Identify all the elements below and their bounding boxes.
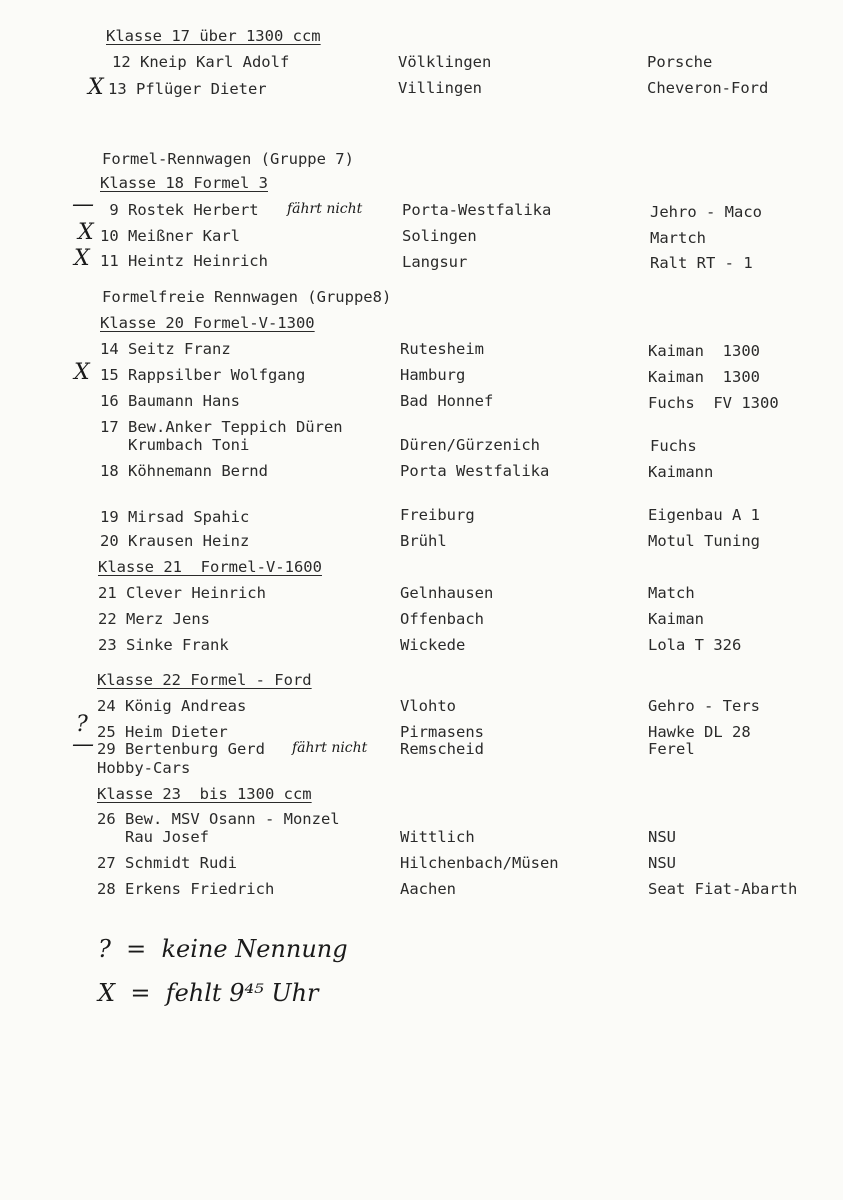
entry-10-city: Solingen: [402, 227, 477, 245]
class-17-heading: Klasse 17 über 1300 ccm: [106, 27, 321, 45]
entry-27-car: NSU: [648, 854, 676, 872]
entry-15-car: Kaiman 1300: [648, 368, 760, 386]
entry-16-name: 16 Baumann Hans: [100, 392, 240, 410]
entry-26-name-line2: Rau Josef: [97, 828, 209, 846]
entry-25-car: Hawke DL 28: [648, 723, 751, 741]
entry-28-city: Aachen: [400, 880, 456, 898]
entry-19-name: 19 Mirsad Spahic: [100, 508, 250, 526]
entry-11-name: 11 Heintz Heinrich: [100, 252, 268, 270]
handwritten-dash-mark: —: [72, 192, 94, 217]
entry-24-name: 24 König Andreas: [97, 697, 247, 715]
handwritten-x-mark: X: [88, 75, 104, 100]
entry-16-car: Fuchs FV 1300: [648, 394, 779, 412]
entry-17-car: Fuchs: [650, 437, 697, 455]
entry-20-car: Motul Tuning: [648, 532, 760, 550]
entry-13-city: Villingen: [398, 79, 482, 97]
group-7-heading: Formel-Rennwagen (Gruppe 7): [102, 150, 354, 168]
hobby-cars-heading: Hobby-Cars: [97, 759, 191, 777]
group-8-heading: Formelfreie Rennwagen (Gruppe8): [102, 288, 392, 306]
entry-15-name: 15 Rappsilber Wolfgang: [100, 366, 306, 384]
entry-28-car: Seat Fiat-Abarth: [648, 880, 798, 898]
entry-18-car: Kaimann: [648, 463, 714, 481]
entry-21-city: Gelnhausen: [400, 584, 494, 602]
entry-21-name: 21 Clever Heinrich: [98, 584, 266, 602]
entry-17-name-line2: Krumbach Toni: [100, 436, 250, 454]
handwritten-dash-mark: —: [72, 732, 94, 757]
entry-17-city: Düren/Gürzenich: [400, 436, 540, 454]
handwritten-question-mark: ?: [76, 712, 88, 737]
entry-23-city: Wickede: [400, 636, 466, 654]
entry-25-name: 25 Heim Dieter: [97, 723, 228, 741]
entry-29-city: Remscheid: [400, 740, 484, 758]
handwritten-x-mark: X: [78, 220, 94, 245]
entry-13-name: 13 Pflüger Dieter: [108, 80, 267, 98]
entry-22-city: Offenbach: [400, 610, 484, 628]
entry-17-name: 17 Bew.Anker Teppich Düren: [100, 418, 343, 436]
entry-12-city: Völklingen: [398, 53, 492, 71]
entry-24-city: Vlohto: [400, 697, 456, 715]
entry-18-name: 18 Köhnemann Bernd: [100, 462, 268, 480]
entry-23-car: Lola T 326: [648, 636, 742, 654]
entry-23-name: 23 Sinke Frank: [98, 636, 229, 654]
handwritten-legend-question: ? = keine Nennung: [98, 935, 348, 963]
entry-21-car: Match: [648, 584, 695, 602]
entry-16-city: Bad Honnef: [400, 392, 494, 410]
entry-9-name: 9 Rostek Herbert: [100, 201, 259, 219]
class-22-heading: Klasse 22 Formel - Ford: [97, 671, 312, 689]
entry-28-name: 28 Erkens Friedrich: [97, 880, 275, 898]
entry-26-car: NSU: [648, 828, 676, 846]
entry-18-city: Porta Westfalika: [400, 462, 550, 480]
entry-22-car: Kaiman: [648, 610, 704, 628]
handwritten-x-mark: X: [74, 246, 90, 271]
entry-13-car: Cheveron-Ford: [647, 79, 769, 97]
class-20-heading: Klasse 20 Formel-V-1300: [100, 314, 315, 332]
entry-20-city: Brühl: [400, 532, 447, 550]
entry-27-city: Hilchenbach/Müsen: [400, 854, 559, 872]
entry-26-name: 26 Bew. MSV Osann - Monzel: [97, 810, 340, 828]
entry-12-car: Porsche: [647, 53, 713, 71]
entry-19-city: Freiburg: [400, 506, 475, 524]
entry-25-city: Pirmasens: [400, 723, 484, 741]
entry-10-car: Martch: [650, 229, 706, 247]
entry-22-name: 22 Merz Jens: [98, 610, 210, 628]
entry-19-car: Eigenbau A 1: [648, 506, 760, 524]
handwritten-x-mark: X: [74, 360, 90, 385]
entry-29-name: 29 Bertenburg Gerd: [97, 740, 265, 758]
class-21-heading: Klasse 21 Formel-V-1600: [98, 558, 322, 576]
entry-14-car: Kaiman 1300: [648, 342, 760, 360]
entry-20-name: 20 Krausen Heinz: [100, 532, 250, 550]
entry-9-car: Jehro - Maco: [650, 203, 762, 221]
entry-27-name: 27 Schmidt Rudi: [97, 854, 237, 872]
handwritten-legend-x: X = fehlt 9⁴⁵ Uhr: [98, 979, 319, 1007]
handwritten-note-faehrt-nicht: fährt nicht: [292, 740, 368, 756]
entry-29-car: Ferel: [648, 740, 695, 758]
entry-11-city: Langsur: [402, 253, 468, 271]
class-23-heading: Klasse 23 bis 1300 ccm: [97, 785, 312, 803]
handwritten-note-faehrt-nicht: fährt nicht: [287, 201, 363, 217]
entry-14-city: Rutesheim: [400, 340, 484, 358]
entry-26-city: Wittlich: [400, 828, 475, 846]
entry-14-name: 14 Seitz Franz: [100, 340, 231, 358]
entry-12-name: 12 Kneip Karl Adolf: [112, 53, 290, 71]
class-18-heading: Klasse 18 Formel 3: [100, 174, 268, 192]
entry-9-city: Porta-Westfalika: [402, 201, 552, 219]
entry-15-city: Hamburg: [400, 366, 466, 384]
entry-11-car: Ralt RT - 1: [650, 254, 753, 272]
entry-10-name: 10 Meißner Karl: [100, 227, 240, 245]
entry-24-car: Gehro - Ters: [648, 697, 760, 715]
